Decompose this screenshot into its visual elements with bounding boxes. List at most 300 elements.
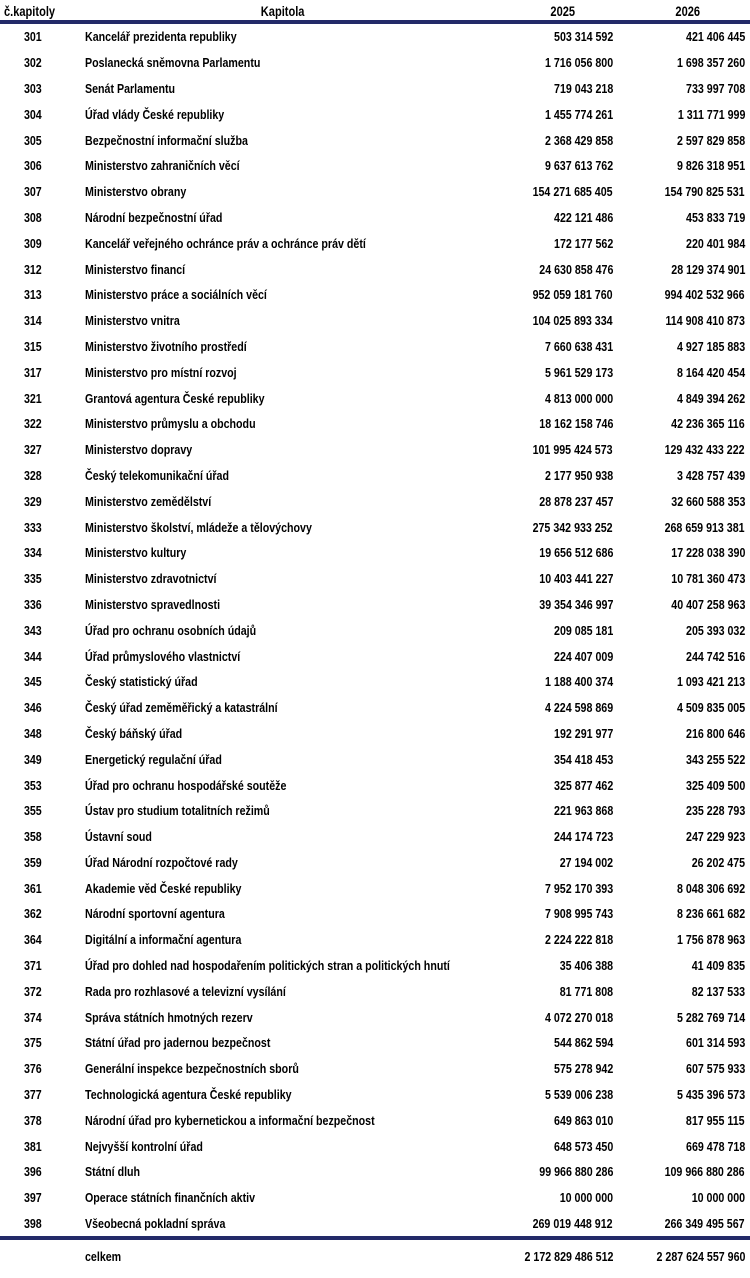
table-row (0, 101, 750, 127)
row-number-cell (0, 416, 65, 431)
row-number-cell (0, 236, 65, 251)
row-number: 313 (23, 287, 42, 303)
row-number-cell (0, 81, 65, 96)
row-name: Ministerstvo financí (85, 261, 186, 277)
row-2026-cell (613, 649, 750, 664)
row-number: 314 (23, 313, 42, 329)
row-name-cell (65, 1216, 463, 1231)
row-number-cell (0, 184, 65, 199)
row-2025: 575 278 942 (553, 1061, 613, 1077)
row-2025: 7 660 638 431 (544, 338, 613, 354)
row-number: 312 (23, 261, 42, 277)
row-name-cell (65, 442, 463, 457)
row-2026-cell (613, 803, 750, 818)
row-name-cell (65, 262, 463, 277)
row-name-cell (65, 1113, 463, 1128)
table-row (0, 953, 750, 979)
row-name-cell (65, 571, 463, 586)
row-2026: 82 137 533 (691, 983, 745, 999)
row-2026-cell (613, 416, 750, 431)
row-number-cell (0, 1010, 65, 1025)
row-2026-cell (613, 1113, 750, 1128)
row-2025: 192 291 977 (553, 725, 613, 741)
row-number-cell (0, 649, 65, 664)
row-2025: 269 019 448 912 (532, 1216, 613, 1232)
row-2025-cell (463, 932, 613, 947)
table-row (0, 179, 750, 205)
row-2026-cell (613, 313, 750, 328)
row-number-cell (0, 571, 65, 586)
row-2026-cell (613, 210, 750, 225)
table-row (0, 488, 750, 514)
row-name: Ministerstvo pro místní rozvoj (85, 364, 237, 380)
row-number-cell (0, 107, 65, 122)
row-2025-cell (463, 468, 613, 483)
row-number: 303 (23, 80, 42, 96)
row-number-cell (0, 1164, 65, 1179)
row-2025: 2 224 222 818 (544, 932, 613, 948)
table-row (0, 824, 750, 850)
column-header-2026 (613, 4, 750, 19)
row-2026: 235 228 793 (685, 803, 745, 819)
table-row (0, 1082, 750, 1108)
row-name-cell (65, 494, 463, 509)
row-2026-cell (613, 339, 750, 354)
row-2026-cell (613, 752, 750, 767)
row-2025: 648 573 450 (553, 1138, 613, 1154)
row-2025: 1 716 056 800 (544, 55, 613, 71)
row-2026: 8 048 306 692 (676, 880, 745, 896)
row-2025-cell (463, 803, 613, 818)
row-2025-cell (463, 1164, 613, 1179)
row-2026-cell (613, 932, 750, 947)
row-2025-cell (463, 674, 613, 689)
row-2025: 5 961 529 173 (544, 364, 613, 380)
row-2026: 4 927 185 883 (676, 338, 745, 354)
row-2026: 10 000 000 (691, 1190, 745, 1206)
row-number: 371 (23, 958, 42, 974)
row-2026-cell (613, 1164, 750, 1179)
row-2025-cell (463, 158, 613, 173)
row-2026: 42 236 365 116 (671, 416, 745, 432)
row-2026-cell (613, 1010, 750, 1025)
table-row (0, 850, 750, 876)
row-name-cell (65, 752, 463, 767)
row-number-cell (0, 674, 65, 689)
row-2025-cell (463, 81, 613, 96)
table-body (0, 24, 750, 1236)
row-2026-cell (613, 81, 750, 96)
row-name: Český báňský úřad (85, 725, 183, 741)
row-2025: 544 862 594 (553, 1035, 613, 1051)
row-name-cell (65, 416, 463, 431)
row-number: 344 (23, 648, 42, 664)
row-2026: 9 826 318 951 (676, 158, 745, 174)
table-header-row (0, 0, 750, 20)
row-name-cell (65, 906, 463, 921)
row-2025-cell (463, 855, 613, 870)
row-2025: 4 224 598 869 (544, 700, 613, 716)
row-2026: 1 756 878 963 (676, 932, 745, 948)
row-2026-cell (613, 726, 750, 741)
row-number-cell (0, 339, 65, 354)
row-2025-cell (463, 339, 613, 354)
row-name-cell (65, 81, 463, 96)
row-2026-cell (613, 906, 750, 921)
table-row (0, 1004, 750, 1030)
row-2026-cell (613, 674, 750, 689)
row-name-cell (65, 133, 463, 148)
row-number: 308 (23, 209, 42, 225)
row-2025-cell (463, 262, 613, 277)
row-number: 322 (23, 416, 42, 432)
row-2026-cell (613, 262, 750, 277)
table-row (0, 1133, 750, 1159)
row-name-cell (65, 855, 463, 870)
row-name: Poslanecká sněmovna Parlamentu (85, 55, 261, 71)
row-number-cell (0, 1061, 65, 1076)
row-2025-cell (463, 1190, 613, 1205)
row-number: 315 (23, 338, 42, 354)
row-name: Národní bezpečnostní úřad (85, 209, 223, 225)
row-2026-cell (613, 623, 750, 638)
row-2025: 4 072 270 018 (544, 1009, 613, 1025)
row-2025: 422 121 486 (553, 209, 613, 225)
row-name: Český úřad zeměměřický a katastrální (85, 700, 278, 716)
row-name: Ústav pro studium totalitních režimů (85, 803, 270, 819)
row-2026: 8 164 420 454 (676, 364, 745, 380)
row-2025: 1 188 400 374 (544, 674, 613, 690)
row-2026-cell (613, 158, 750, 173)
row-number-cell (0, 778, 65, 793)
row-number: 335 (23, 571, 42, 587)
row-number-cell (0, 520, 65, 535)
row-2025-cell (463, 210, 613, 225)
total-2025-value: 2 172 829 486 512 (524, 1249, 613, 1265)
row-number-cell (0, 391, 65, 406)
row-2026-cell (613, 778, 750, 793)
table-row (0, 1211, 750, 1237)
row-number-cell (0, 494, 65, 509)
row-2025: 10 403 441 227 (538, 571, 613, 587)
row-2026-cell (613, 520, 750, 535)
row-name-cell (65, 984, 463, 999)
table-row (0, 230, 750, 256)
row-name: Státní úřad pro jadernou bezpečnost (85, 1035, 271, 1051)
row-2025-cell (463, 984, 613, 999)
row-name: Ministerstvo životního prostředí (85, 338, 247, 354)
row-2026: 5 435 396 573 (676, 1087, 745, 1103)
row-2025-cell (463, 55, 613, 70)
row-name: Český telekomunikační úřad (85, 467, 229, 483)
row-number-cell (0, 881, 65, 896)
row-2025: 172 177 562 (553, 235, 613, 251)
row-2026-cell (613, 107, 750, 122)
row-name-cell (65, 1010, 463, 1025)
row-name: Bezpečnostní informační služba (85, 132, 248, 148)
row-2026: 216 800 646 (685, 725, 745, 741)
row-2025-cell (463, 752, 613, 767)
row-2025-cell (463, 958, 613, 973)
row-name-cell (65, 778, 463, 793)
row-2025: 28 878 237 457 (538, 493, 613, 509)
table-row (0, 76, 750, 102)
row-number: 361 (23, 880, 42, 896)
row-number-cell (0, 442, 65, 457)
row-2026: 994 402 532 966 (664, 287, 745, 303)
row-name: Operace státních finančních aktiv (85, 1190, 256, 1206)
table-row (0, 695, 750, 721)
row-2026-cell (613, 855, 750, 870)
table-row (0, 901, 750, 927)
row-name-cell (65, 520, 463, 535)
table-row (0, 617, 750, 643)
row-name: Úřad pro ochranu hospodářské soutěže (85, 777, 287, 793)
table-row (0, 24, 750, 50)
row-number-cell (0, 932, 65, 947)
row-2026-cell (613, 29, 750, 44)
row-number: 307 (23, 184, 42, 200)
row-2026-cell (613, 597, 750, 612)
row-name: Grantová agentura České republiky (85, 390, 265, 406)
row-name-cell (65, 1061, 463, 1076)
row-number: 349 (23, 751, 42, 767)
row-number-cell (0, 468, 65, 483)
row-number: 376 (23, 1061, 42, 1077)
row-2025: 24 630 858 476 (538, 261, 613, 277)
row-2025-cell (463, 416, 613, 431)
table-row (0, 437, 750, 463)
row-2025: 154 271 685 405 (532, 184, 613, 200)
row-number: 309 (23, 235, 42, 251)
row-name: Ministerstvo průmyslu a obchodu (85, 416, 256, 432)
row-number-cell (0, 313, 65, 328)
row-2025-cell (463, 726, 613, 741)
table-row (0, 669, 750, 695)
row-number: 343 (23, 622, 42, 638)
row-2025: 952 059 181 760 (532, 287, 613, 303)
row-number-cell (0, 803, 65, 818)
table-row (0, 643, 750, 669)
row-number-cell (0, 829, 65, 844)
row-2025-cell (463, 133, 613, 148)
row-name: Ústavní soud (85, 829, 152, 845)
row-2025-cell (463, 700, 613, 715)
row-number: 353 (23, 777, 42, 793)
row-number: 375 (23, 1035, 42, 1051)
row-2026: 5 282 769 714 (676, 1009, 745, 1025)
row-2026: 114 908 410 873 (665, 313, 745, 329)
row-number: 321 (23, 390, 42, 406)
table-row (0, 772, 750, 798)
row-2025: 27 194 002 (559, 854, 613, 870)
row-name: Správa státních hmotných rezerv (85, 1009, 253, 1025)
table-row (0, 798, 750, 824)
row-number-cell (0, 1190, 65, 1205)
row-name-cell (65, 1190, 463, 1205)
row-2025: 1 455 774 261 (544, 106, 613, 122)
row-name: Akademie věd České republiky (85, 880, 242, 896)
row-2026-cell (613, 1139, 750, 1154)
row-name-cell (65, 1087, 463, 1102)
row-name: Národní úřad pro kybernetickou a informační bezpečnost (85, 1112, 375, 1128)
row-name-cell (65, 158, 463, 173)
row-name-cell (65, 107, 463, 122)
row-number: 397 (23, 1190, 42, 1206)
row-2026-cell (613, 1061, 750, 1076)
row-name: Národní sportovní agentura (85, 906, 225, 922)
table-row (0, 1159, 750, 1185)
table-row (0, 463, 750, 489)
row-2025: 99 966 880 286 (538, 1164, 613, 1180)
row-name: Rada pro rozhlasové a televizní vysílání (85, 983, 286, 999)
row-2026: 601 314 593 (685, 1035, 745, 1051)
row-2026-cell (613, 442, 750, 457)
row-number-cell (0, 700, 65, 715)
column-header-chapter-name-label: Kapitola (261, 3, 305, 19)
row-2025-cell (463, 1139, 613, 1154)
row-2026-cell (613, 494, 750, 509)
row-name-cell (65, 184, 463, 199)
row-2026-cell (613, 1035, 750, 1050)
row-2025: 9 637 613 762 (544, 158, 613, 174)
row-number: 364 (23, 932, 42, 948)
row-number: 329 (23, 493, 42, 509)
row-name: Ministerstvo zemědělství (85, 493, 212, 509)
row-2025-cell (463, 597, 613, 612)
row-2026: 10 781 360 473 (670, 571, 745, 587)
row-2026: 8 236 661 682 (676, 906, 745, 922)
row-2026: 26 202 475 (691, 854, 745, 870)
row-2025-cell (463, 1010, 613, 1025)
row-name-cell (65, 674, 463, 689)
row-number-cell (0, 1216, 65, 1231)
row-2025-cell (463, 571, 613, 586)
row-2025: 7 952 170 393 (544, 880, 613, 896)
row-number: 333 (23, 519, 42, 535)
row-name-cell (65, 468, 463, 483)
row-2026-cell (613, 1087, 750, 1102)
row-2025: 18 162 158 746 (538, 416, 613, 432)
row-number-cell (0, 726, 65, 741)
row-name-cell (65, 829, 463, 844)
row-number: 327 (23, 442, 42, 458)
row-2026: 129 432 433 222 (664, 442, 745, 458)
row-number: 378 (23, 1112, 42, 1128)
row-2026: 4 509 835 005 (676, 700, 745, 716)
row-number: 372 (23, 983, 42, 999)
row-number-cell (0, 984, 65, 999)
row-number-cell (0, 55, 65, 70)
row-name-cell (65, 932, 463, 947)
row-2026: 154 790 825 531 (664, 184, 745, 200)
row-2026-cell (613, 1216, 750, 1231)
total-2025-cell (463, 1249, 613, 1264)
row-2026: 453 833 719 (685, 209, 745, 225)
row-name: Generální inspekce bezpečnostních sborů (85, 1061, 299, 1077)
row-number: 305 (23, 132, 42, 148)
row-number-cell (0, 597, 65, 612)
total-2026-value: 2 287 624 557 960 (656, 1249, 745, 1265)
row-name: Ministerstvo zahraničních věcí (85, 158, 240, 174)
table-row (0, 205, 750, 231)
row-name-cell (65, 29, 463, 44)
table-row (0, 411, 750, 437)
row-2026: 817 955 115 (686, 1112, 745, 1128)
row-name-cell (65, 391, 463, 406)
row-number: 317 (23, 364, 42, 380)
column-header-chapter-name (65, 4, 463, 19)
row-number: 328 (23, 467, 42, 483)
table-row (0, 334, 750, 360)
row-2026: 247 229 923 (685, 829, 745, 845)
row-name: Nejvyšší kontrolní úřad (85, 1138, 203, 1154)
row-2026-cell (613, 700, 750, 715)
table-row (0, 282, 750, 308)
row-2025: 209 085 181 (553, 622, 613, 638)
row-number: 346 (23, 700, 42, 716)
row-number-cell (0, 958, 65, 973)
row-2026-cell (613, 287, 750, 302)
row-2026-cell (613, 365, 750, 380)
row-2025: 5 539 006 238 (544, 1087, 613, 1103)
row-number-cell (0, 133, 65, 148)
row-name-cell (65, 1035, 463, 1050)
row-number: 304 (23, 106, 42, 122)
row-2025: 221 963 868 (553, 803, 613, 819)
row-number-cell (0, 623, 65, 638)
table-row (0, 359, 750, 385)
row-2025: 2 177 950 938 (544, 467, 613, 483)
row-2026: 220 401 984 (685, 235, 745, 251)
row-name: Ministerstvo obrany (85, 184, 187, 200)
table-row (0, 308, 750, 334)
row-2025-cell (463, 520, 613, 535)
table-row (0, 256, 750, 282)
column-header-chapter-number-label: č.kapitoly (4, 3, 56, 19)
row-name: Úřad průmyslového vlastnictví (85, 648, 241, 664)
row-number: 345 (23, 674, 42, 690)
row-2026-cell (613, 984, 750, 999)
row-2025: 503 314 592 (553, 29, 613, 45)
row-2025-cell (463, 623, 613, 638)
row-2026-cell (613, 829, 750, 844)
table-row (0, 153, 750, 179)
table-row (0, 1056, 750, 1082)
row-2025: 101 995 424 573 (532, 442, 613, 458)
row-2026-cell (613, 545, 750, 560)
column-header-2025 (463, 4, 613, 19)
row-name: Úřad Národní rozpočtové rady (85, 854, 238, 870)
row-2025-cell (463, 649, 613, 664)
row-name-cell (65, 597, 463, 612)
table-row (0, 385, 750, 411)
row-number: 306 (23, 158, 42, 174)
row-2025-cell (463, 906, 613, 921)
row-number: 355 (23, 803, 42, 819)
table-row (0, 721, 750, 747)
row-2026: 607 575 933 (685, 1061, 745, 1077)
row-2026-cell (613, 391, 750, 406)
row-2025: 719 043 218 (553, 80, 613, 96)
column-header-2026-label: 2026 (675, 3, 700, 19)
row-2025: 39 354 346 997 (538, 596, 613, 612)
row-number-cell (0, 1139, 65, 1154)
row-name: Technologická agentura České republiky (85, 1087, 292, 1103)
row-2026: 2 597 829 858 (676, 132, 745, 148)
row-2025: 4 813 000 000 (544, 390, 613, 406)
row-2025-cell (463, 1087, 613, 1102)
